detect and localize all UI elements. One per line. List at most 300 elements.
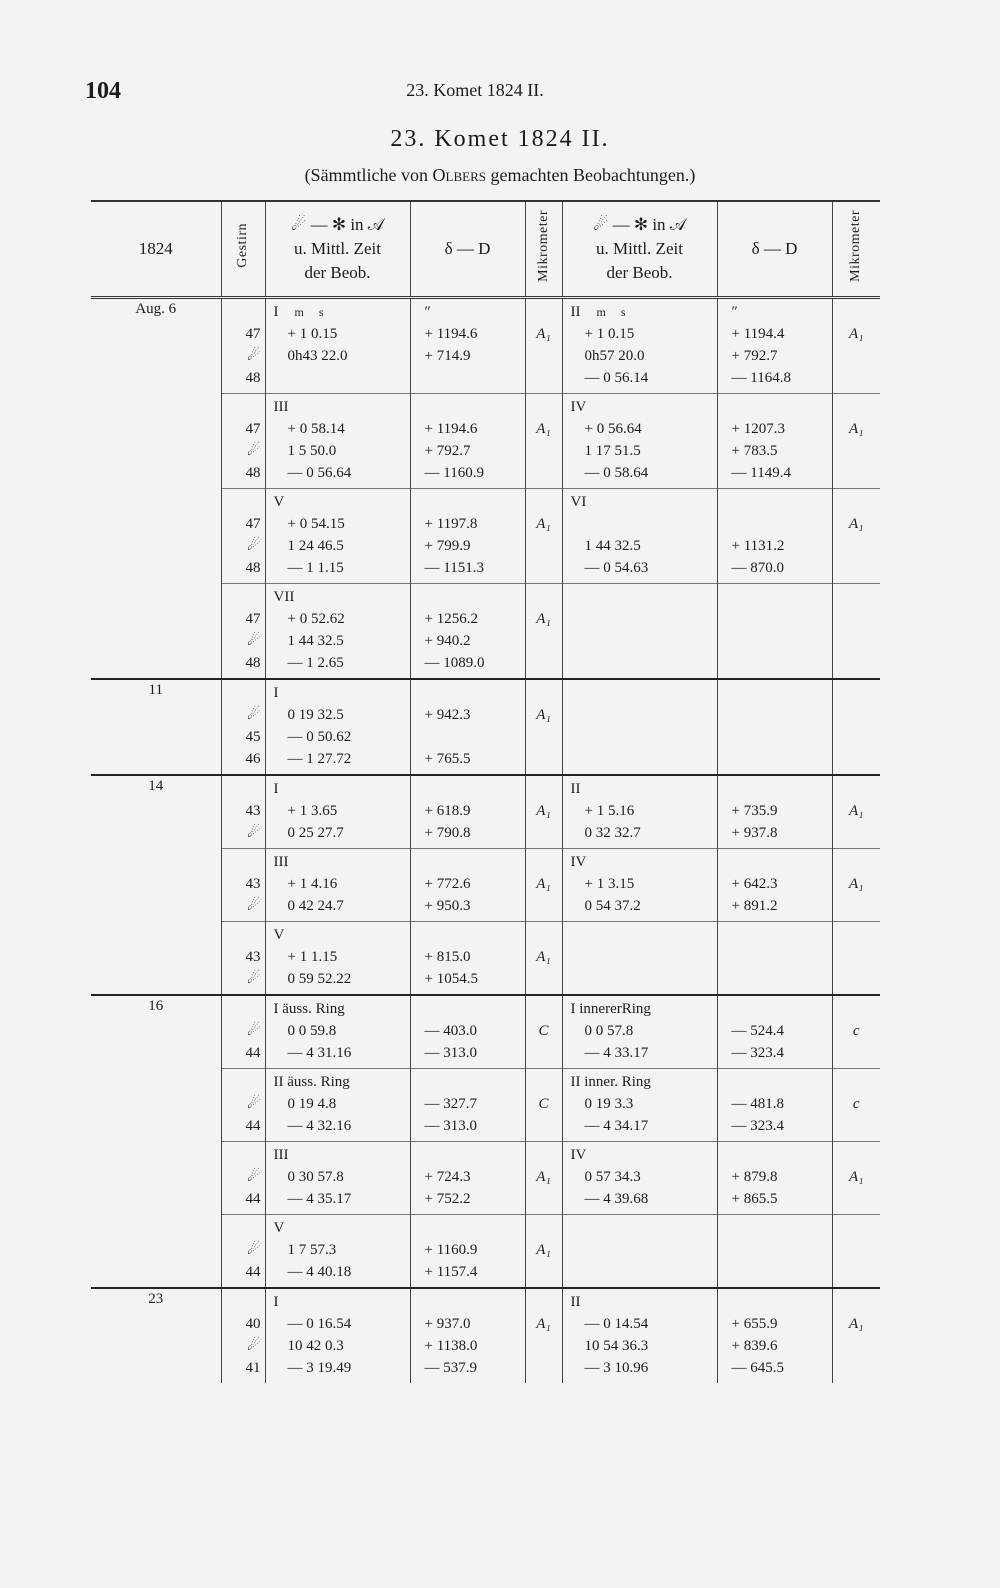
star-label: ☄ [247, 633, 261, 649]
decl-value: + 940.2 [424, 633, 471, 649]
decl-value: + 783.5 [731, 443, 778, 459]
decl-cell-right [717, 922, 832, 996]
decl-unit [415, 1144, 521, 1166]
decl-value [722, 682, 828, 704]
micrometer-cell-right [832, 1069, 880, 1142]
position-value: + 0 54.15 [287, 516, 345, 532]
star-label: ☄ [247, 348, 261, 364]
position-value: — 4 33.17 [584, 1045, 649, 1061]
position-value [567, 513, 713, 535]
micro-spacer [837, 1144, 877, 1166]
decl-cell-left [410, 849, 525, 922]
position-cell-right [562, 995, 717, 1069]
star-label: ☄ [247, 971, 261, 987]
running-title: 23. Komet 1824 II. [406, 80, 544, 100]
decl-value: + 1054.5 [424, 971, 478, 987]
page-subtitle [0, 165, 1000, 186]
header-year: 1824 [91, 201, 221, 298]
star-label: ☄ [247, 1096, 261, 1112]
table-row [91, 489, 880, 584]
star-spacer [226, 1291, 261, 1313]
micrometer-value: A₁ [536, 611, 551, 627]
header-position-left: ☄ — ✻ in 𝒜 u. Mittl. Zeit der Beob. [265, 201, 410, 298]
star-label: 43 [245, 876, 261, 892]
position-value: 10 42 0.3 [287, 1338, 344, 1354]
star-spacer [226, 491, 261, 513]
decl-value: + 1131.2 [731, 538, 785, 554]
micro-spacer [530, 301, 558, 323]
position-value: — 0 56.64 [287, 465, 352, 481]
decl-cell-right [717, 1069, 832, 1142]
series-label: IV [570, 854, 587, 870]
position-cell-left [265, 489, 410, 584]
star-cell [221, 679, 265, 775]
decl-value: + 865.5 [731, 1191, 778, 1207]
decl-cell-right [717, 298, 832, 394]
micro-spacer [837, 998, 877, 1020]
decl-unit [415, 851, 521, 873]
position-value: 0 19 4.8 [287, 1096, 337, 1112]
decl-unit [415, 1217, 521, 1239]
position-value [567, 946, 713, 968]
star-label: 47 [245, 326, 261, 342]
page-title: 23. Komet 1824 II. [390, 126, 610, 152]
star-spacer [226, 586, 261, 608]
star-label: ☄ [247, 443, 261, 459]
position-cell-left [265, 1142, 410, 1215]
micrometer-value: c [852, 1023, 860, 1039]
star-cell [221, 584, 265, 680]
position-cell-left [265, 995, 410, 1069]
header-decl-right: δ — D [717, 201, 832, 298]
position-cell-left [265, 394, 410, 489]
position-value [567, 704, 713, 726]
decl-value: — 645.5 [731, 1360, 784, 1376]
decl-value: — 481.8 [731, 1096, 784, 1112]
position-cell-right [562, 1069, 717, 1142]
micrometer-cell-right [832, 1142, 880, 1215]
decl-value: + 1194.6 [424, 326, 478, 342]
decl-value: — 537.9 [424, 1360, 477, 1376]
micrometer-cell-left [525, 679, 562, 775]
date-cell [91, 1069, 221, 1142]
decl-unit [415, 396, 521, 418]
decl-cell-left [410, 1069, 525, 1142]
micrometer-value: A₁ [536, 707, 551, 723]
position-value [567, 1239, 713, 1261]
position-value: 0 0 57.8 [584, 1023, 634, 1039]
micrometer-value: A₁ [536, 421, 551, 437]
micrometer-value: A₁ [536, 803, 551, 819]
position-value: — 0 16.54 [287, 1316, 352, 1332]
series-label: I [273, 685, 279, 701]
micrometer-cell-right [832, 1288, 880, 1383]
micrometer-cell-right [832, 394, 880, 489]
star-spacer [226, 1217, 261, 1239]
decl-value: — 403.0 [424, 1023, 477, 1039]
decl-unit [722, 998, 828, 1020]
position-value: 1 44 32.5 [584, 538, 641, 554]
date-cell [91, 489, 221, 584]
star-label: ☄ [247, 1242, 261, 1258]
star-label: ☄ [247, 707, 261, 723]
date-cell: 14 [91, 775, 221, 849]
decl-cell-left [410, 1215, 525, 1289]
micrometer-cell-right [832, 995, 880, 1069]
decl-value: + 655.9 [731, 1316, 778, 1332]
decl-unit [415, 924, 521, 946]
decl-value: + 891.2 [731, 898, 778, 914]
date-cell [91, 584, 221, 680]
table-row [91, 679, 880, 775]
decl-unit [415, 1071, 521, 1093]
decl-value: + 642.3 [731, 876, 778, 892]
star-label: 44 [245, 1191, 261, 1207]
decl-unit: ″ [424, 304, 431, 320]
series-label: IV [570, 399, 587, 415]
decl-value: + 1157.4 [424, 1264, 478, 1280]
position-value: + 1 5.16 [584, 803, 635, 819]
series-label: V [273, 927, 285, 943]
decl-unit [722, 1144, 828, 1166]
table-row [91, 298, 880, 394]
position-cell-left [265, 1288, 410, 1383]
position-cell-left [265, 1215, 410, 1289]
decl-value: + 1138.0 [424, 1338, 478, 1354]
decl-value [415, 367, 521, 389]
decl-cell-left [410, 298, 525, 394]
micro-spacer [530, 924, 558, 946]
position-value: 0 25 27.7 [287, 825, 344, 841]
position-cell-right [562, 922, 717, 996]
decl-unit [415, 998, 521, 1020]
micro-spacer [530, 851, 558, 873]
header-micro-left: Mikrometer [525, 201, 562, 298]
decl-cell-right [717, 584, 832, 680]
position-value [567, 924, 713, 946]
micro-spacer [530, 1217, 558, 1239]
star-label: 47 [245, 611, 261, 627]
position-cell-left [265, 775, 410, 849]
micrometer-cell-left [525, 995, 562, 1069]
page-number: 104 [85, 78, 121, 104]
star-label: 44 [245, 1045, 261, 1061]
position-value: + 0 52.62 [287, 611, 345, 627]
decl-value [722, 704, 828, 726]
micrometer-value: C [538, 1023, 549, 1039]
position-value: 0 59 52.22 [287, 971, 352, 987]
table-row [91, 394, 880, 489]
decl-value: — 1164.8 [731, 370, 791, 386]
decl-value [722, 1217, 828, 1239]
star-label: ☄ [247, 1023, 261, 1039]
micro-spacer [530, 682, 558, 704]
micro-spacer [837, 851, 877, 873]
position-value [567, 682, 713, 704]
decl-value [722, 513, 828, 535]
star-label: ☄ [247, 1169, 261, 1185]
series-label: III [273, 1147, 289, 1163]
decl-unit [415, 586, 521, 608]
micrometer-value: A₁ [536, 326, 551, 342]
position-value: 0 54 37.2 [584, 898, 641, 914]
position-cell-left [265, 922, 410, 996]
decl-value: — 1160.9 [424, 465, 484, 481]
series-label: VI [570, 494, 587, 510]
position-value: — 0 56.14 [584, 370, 649, 386]
position-value: + 1 0.15 [287, 326, 338, 342]
star-label: 43 [245, 949, 261, 965]
star-spacer [226, 396, 261, 418]
star-label: 43 [245, 803, 261, 819]
decl-value: + 815.0 [424, 949, 471, 965]
micro-spacer [530, 778, 558, 800]
header-micro-right: Mikrometer [832, 201, 880, 298]
micrometer-value: A₁ [849, 421, 864, 437]
series-label: III [273, 399, 289, 415]
micrometer-value: c [852, 1096, 860, 1112]
position-value: — 0 54.63 [584, 560, 649, 576]
decl-value: + 1207.3 [731, 421, 785, 437]
decl-cell-left [410, 584, 525, 680]
position-cell-right [562, 298, 717, 394]
table-row [91, 1288, 880, 1383]
micro-spacer [837, 301, 877, 323]
date-cell: 11 [91, 679, 221, 775]
micrometer-value: C [538, 1096, 549, 1112]
decl-value [722, 924, 828, 946]
star-label: 48 [245, 370, 261, 386]
micrometer-value: A₁ [849, 876, 864, 892]
decl-value: + 839.6 [731, 1338, 778, 1354]
decl-cell-right [717, 775, 832, 849]
micrometer-value: A₁ [536, 1169, 551, 1185]
position-value: 1 7 57.3 [287, 1242, 337, 1258]
position-value: 1 44 32.5 [287, 633, 344, 649]
decl-value: + 765.5 [424, 751, 471, 767]
position-cell-left [265, 584, 410, 680]
series-label: I innererRing [570, 1001, 651, 1017]
decl-unit [722, 778, 828, 800]
star-spacer [226, 998, 261, 1020]
star-label: 40 [245, 1316, 261, 1332]
decl-cell-left [410, 922, 525, 996]
micro-spacer [837, 1291, 877, 1313]
table-row [91, 1069, 880, 1142]
series-label: I äuss. Ring [273, 1001, 345, 1017]
position-value: + 1 4.16 [287, 876, 338, 892]
position-cell-right [562, 1215, 717, 1289]
decl-cell-right [717, 1288, 832, 1383]
decl-cell-right [717, 489, 832, 584]
decl-unit: ″ [731, 304, 738, 320]
micrometer-value: A₁ [849, 803, 864, 819]
star-label: 47 [245, 516, 261, 532]
position-value: — 1 1.15 [287, 560, 344, 576]
decl-value [722, 1239, 828, 1261]
position-value: — 4 39.68 [584, 1191, 649, 1207]
series-label: V [273, 1220, 285, 1236]
micrometer-cell-left [525, 394, 562, 489]
decl-cell-right [717, 849, 832, 922]
observer-name: Olbers [432, 165, 486, 185]
micrometer-value: A₁ [849, 326, 864, 342]
micrometer-value: A₁ [536, 876, 551, 892]
star-label: ☄ [247, 898, 261, 914]
decl-value: + 724.3 [424, 1169, 471, 1185]
star-label: 47 [245, 421, 261, 437]
decl-cell-left [410, 1288, 525, 1383]
decl-value: + 937.0 [424, 1316, 471, 1332]
star-cell [221, 1142, 265, 1215]
position-cell-right [562, 1288, 717, 1383]
decl-value: + 1160.9 [424, 1242, 478, 1258]
decl-value: — 1149.4 [731, 465, 791, 481]
micro-spacer [530, 1071, 558, 1093]
decl-cell-left [410, 1142, 525, 1215]
micro-spacer [530, 1291, 558, 1313]
decl-value: — 313.0 [424, 1118, 477, 1134]
micrometer-cell-left [525, 1215, 562, 1289]
header-decl-left: δ — D [410, 201, 525, 298]
decl-value: — 327.7 [424, 1096, 477, 1112]
position-value: 0 32 32.7 [584, 825, 641, 841]
decl-value: + 792.7 [731, 348, 778, 364]
star-label: 48 [245, 655, 261, 671]
star-spacer [226, 778, 261, 800]
position-value: 1 24 46.5 [287, 538, 344, 554]
position-cell-left [265, 1069, 410, 1142]
series-label: II inner. Ring [570, 1074, 651, 1090]
position-value: — 4 34.17 [584, 1118, 649, 1134]
decl-unit [415, 491, 521, 513]
micrometer-value: A₁ [849, 1316, 864, 1332]
position-value [270, 367, 406, 389]
decl-unit [722, 1071, 828, 1093]
table-row [91, 584, 880, 680]
decl-cell-right [717, 1142, 832, 1215]
series-label: II [570, 781, 581, 797]
star-cell [221, 849, 265, 922]
decl-value: — 323.4 [731, 1118, 784, 1134]
micro-spacer [530, 1144, 558, 1166]
decl-value: + 618.9 [424, 803, 471, 819]
position-value: 1 17 51.5 [584, 443, 641, 459]
decl-unit [415, 778, 521, 800]
micrometer-cell-right [832, 584, 880, 680]
decl-value: + 1197.8 [424, 516, 478, 532]
position-value: — 0 14.54 [584, 1316, 649, 1332]
date-cell [91, 1215, 221, 1289]
micrometer-value: A₁ [536, 1242, 551, 1258]
position-cell-right [562, 679, 717, 775]
date-cell [91, 1142, 221, 1215]
position-value: 0 0 59.8 [287, 1023, 337, 1039]
micro-spacer [837, 491, 877, 513]
micrometer-cell-left [525, 775, 562, 849]
star-spacer [226, 851, 261, 873]
table-row [91, 995, 880, 1069]
position-cell-right [562, 489, 717, 584]
position-cell-left [265, 849, 410, 922]
position-value: — 3 19.49 [287, 1360, 352, 1376]
star-cell [221, 489, 265, 584]
subtitle-suffix: gemachten Beobachtungen.) [490, 165, 696, 185]
decl-cell-left [410, 995, 525, 1069]
micro-spacer [530, 586, 558, 608]
micro-spacer [837, 1071, 877, 1093]
star-spacer [226, 1144, 261, 1166]
micrometer-cell-right [832, 1215, 880, 1289]
position-value: + 1 3.15 [584, 876, 635, 892]
micrometer-value: A₁ [849, 1169, 864, 1185]
micrometer-cell-right [832, 489, 880, 584]
position-cell-right [562, 849, 717, 922]
micrometer-value: A₁ [536, 516, 551, 532]
series-label: III [273, 854, 289, 870]
star-spacer [226, 924, 261, 946]
micrometer-cell-left [525, 849, 562, 922]
running-head [85, 78, 865, 108]
micrometer-cell-left [525, 489, 562, 584]
position-cell-left [265, 298, 410, 394]
decl-cell-left [410, 394, 525, 489]
star-spacer [226, 1071, 261, 1093]
decl-value: + 792.7 [424, 443, 471, 459]
star-cell [221, 394, 265, 489]
time-unit: m s [294, 305, 330, 319]
series-label: II äuss. Ring [273, 1074, 350, 1090]
table-row [91, 1142, 880, 1215]
micrometer-cell-left [525, 1142, 562, 1215]
decl-cell-left [410, 679, 525, 775]
decl-value: — 313.0 [424, 1045, 477, 1061]
position-value: 0 42 24.7 [287, 898, 344, 914]
position-value: — 4 40.18 [287, 1264, 352, 1280]
micrometer-cell-left [525, 298, 562, 394]
micro-spacer [530, 998, 558, 1020]
decl-cell-left [410, 775, 525, 849]
star-label: 48 [245, 465, 261, 481]
series-label: I m s [273, 304, 330, 320]
position-value: 0 30 57.8 [287, 1169, 344, 1185]
micrometer-cell-left [525, 1288, 562, 1383]
table-row [91, 849, 880, 922]
series-label: I [273, 1294, 279, 1310]
date-cell [91, 394, 221, 489]
decl-value: + 1194.4 [731, 326, 785, 342]
micro-spacer [837, 396, 877, 418]
position-value: 0 19 32.5 [287, 707, 344, 723]
position-cell-right [562, 394, 717, 489]
date-cell: Aug. 6 [91, 298, 221, 394]
micrometer-cell-left [525, 922, 562, 996]
decl-value: — 870.0 [731, 560, 784, 576]
micrometer-cell-left [525, 584, 562, 680]
header-position-right: ☄ — ✻ in 𝒜 u. Mittl. Zeit der Beob. [562, 201, 717, 298]
position-value [567, 608, 713, 630]
decl-value: — 1151.3 [424, 560, 484, 576]
position-value: + 0 56.64 [584, 421, 642, 437]
date-cell: 23 [91, 1288, 221, 1383]
position-value [567, 726, 713, 748]
star-label: ☄ [247, 1338, 261, 1354]
subtitle-prefix: (Sämmtliche von [304, 165, 429, 185]
table-body [91, 298, 880, 1384]
table-row [91, 922, 880, 996]
position-value: — 0 50.62 [287, 729, 352, 745]
date-cell [91, 922, 221, 996]
